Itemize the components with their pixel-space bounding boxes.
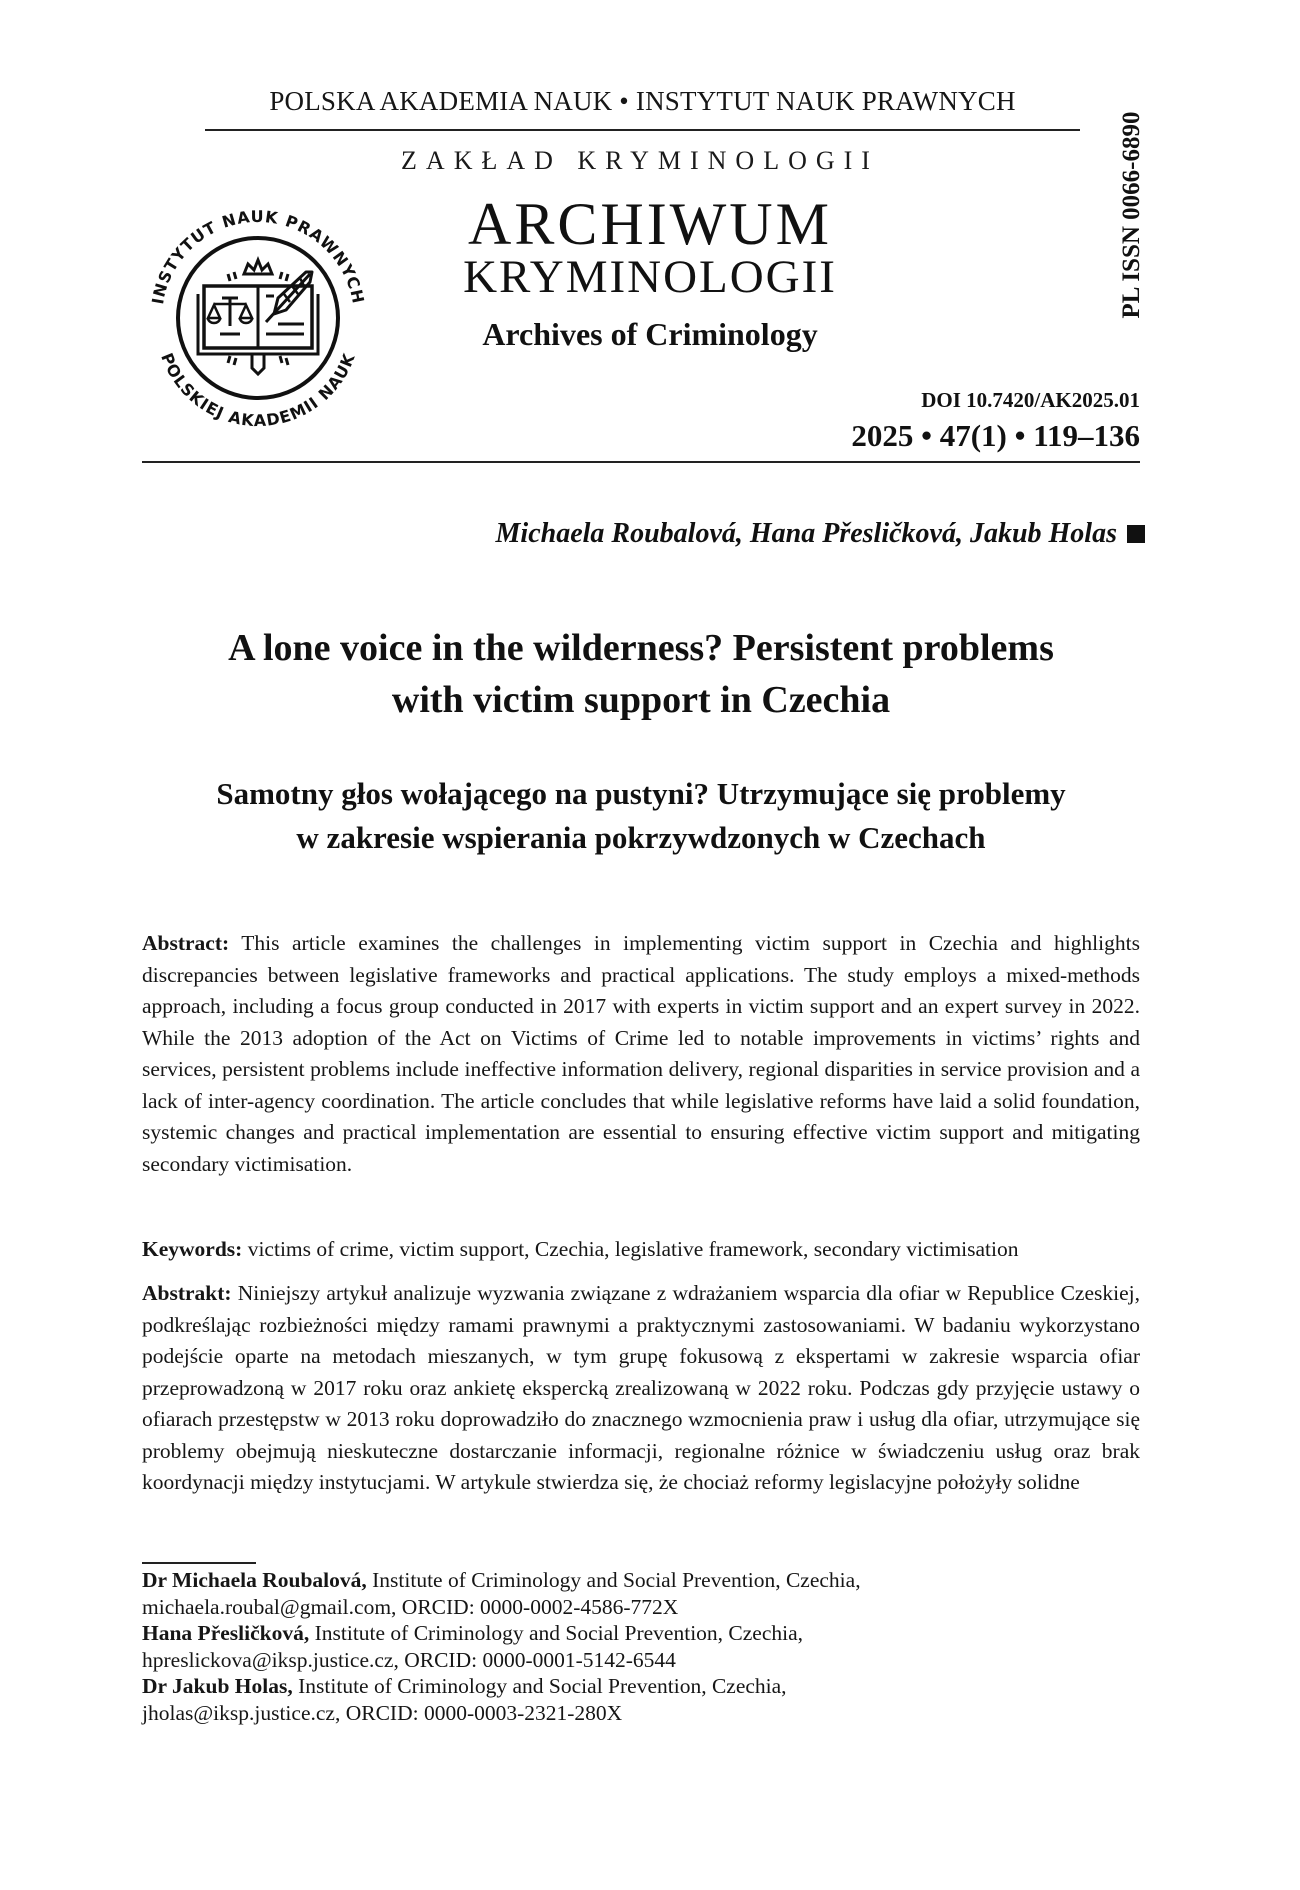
title-pl-line1: Samotny głos wołającego na pustyni? Utrzymujące się problemy xyxy=(216,776,1066,811)
affiliation-author-name: Dr Michaela Roubalová, xyxy=(142,1568,367,1592)
article-title-pl xyxy=(142,772,1140,860)
issn-text: PL ISSN 0066-6890 xyxy=(1118,111,1145,319)
header-bottom-rule xyxy=(142,461,1140,463)
issn-label xyxy=(1112,95,1152,335)
affiliation-entry xyxy=(142,1567,1140,1620)
doi-link[interactable]: DOI 10.7420/AK2025.01 xyxy=(921,388,1140,412)
author-names: Michaela Roubalová, Hana Přesličková, Jakub Holas xyxy=(495,518,1117,549)
affiliation-author-name: Dr Jakub Holas, xyxy=(142,1674,293,1698)
author-list xyxy=(496,518,1145,550)
footnote-rule xyxy=(142,1562,256,1564)
title-en-line1: A lone voice in the wilderness? Persistent problems xyxy=(228,627,1054,669)
svg-text:INSTYTUT NAUK PRAWNYCH: INSTYTUT NAUK PRAWNYCH xyxy=(148,206,369,306)
title-pl-line2: w zakresie wspierania pokrzywdzonych w Czechach xyxy=(296,820,986,855)
svg-text:POLSKIEJ AKADEMII NAUK: POLSKIEJ AKADEMII NAUK xyxy=(157,350,359,431)
institution-line: POLSKA AKADEMIA NAUK • INSTYTUT NAUK PRAWNYCH xyxy=(269,86,1016,116)
institute-seal-icon xyxy=(138,198,378,438)
abstract-en xyxy=(142,928,1140,1180)
keywords-text: victims of crime, victim support, Czechia, legislative framework, secondary victimisation xyxy=(247,1237,1019,1261)
affiliation-contact[interactable]: hpreslickova@iksp.justice.cz, ORCID: 0000-0001-5142-6544 xyxy=(142,1647,676,1672)
abstract-en-text: This article examines the challenges in implementing victim support in Czechia and highlights discrepancies between legislative frameworks and practical applications. The study employs a mixed-methods approach, including a focus group conducted in 2017 with experts in victim support and an expert survey in 2022. While the 2013 adoption of the Act on Victims of Crime led to notable improvements in victims’ rights and services, persistent problems include ineffective information delivery, regional disparities in service provision and a lack of inter-agency coordination. The article concludes that while legislative reforms have laid a solid foundation, systemic changes and practical implementation are essential to ensuring effective victim support and mitigating secondary victimisation. xyxy=(142,931,1140,1176)
journal-title-line1: ARCHIWUM xyxy=(468,191,832,257)
keywords xyxy=(142,1234,1140,1266)
department-name: ZAKŁAD KRYMINOLOGII xyxy=(401,146,879,175)
keywords-label: Keywords: xyxy=(142,1237,243,1261)
volume-info: 2025 • 47(1) • 119–136 xyxy=(851,418,1140,453)
affiliation-institution: Institute of Criminology and Social Prevention, Czechia, xyxy=(309,1621,804,1645)
affiliation-entry xyxy=(142,1673,1140,1726)
affiliation-author-name: Hana Přesličková, xyxy=(142,1621,310,1645)
abstract-pl-label: Abstrakt: xyxy=(142,1281,232,1305)
affiliation-institution: Institute of Criminology and Social Prevention, Czechia, xyxy=(292,1674,787,1698)
journal-title-line2: KRYMINOLOGII xyxy=(463,251,837,303)
abstract-pl xyxy=(142,1278,1140,1499)
title-en-line2: with victim support in Czechia xyxy=(391,679,891,721)
affiliation-institution: Institute of Criminology and Social Prevention, Czechia, xyxy=(366,1568,861,1592)
journal-title-en: Archives of Criminology xyxy=(482,316,818,352)
article-title-en xyxy=(142,622,1140,726)
affiliation-contact[interactable]: jholas@iksp.justice.cz, ORCID: 0000-0003-2321-280X xyxy=(142,1700,623,1725)
abstract-pl-text: Niniejszy artykuł analizuje wyzwania związane z wdrażaniem wsparcia dla ofiar w Republice Czeskiej, podkreślając rozbieżności między ramami prawnymi a praktycznymi zastosowaniami. W badaniu wykorzystano podejście oparte na metodach mieszanych, w tym grupę fokusową z ekspertami w zakresie wsparcia ofiar przeprowadzoną w 2017 roku oraz ankietę ekspercką zrealizowaną w 2022 roku. Podczas gdy przyjęcie ustawy o ofiarach przestępstw w 2013 roku doprowadziło do znacznego wzmocnienia praw i usług dla ofiar, utrzymujące się problemy obejmują nieskuteczne dostarczanie informacji, regionalne różnice w świadczeniu usług oraz brak koordynacji między instytucjami. W artykule stwierdza się, że chociaż reformy legislacyjne położyły solidne xyxy=(142,1281,1140,1494)
affiliation-contact[interactable]: michaela.roubal@gmail.com, ORCID: 0000-0002-4586-772X xyxy=(142,1594,679,1619)
affiliation-entry xyxy=(142,1620,1140,1673)
author-affiliations xyxy=(142,1567,1140,1726)
abstract-en-label: Abstract: xyxy=(142,931,230,955)
header-rule xyxy=(205,129,1080,131)
black-square-icon xyxy=(1127,525,1145,543)
